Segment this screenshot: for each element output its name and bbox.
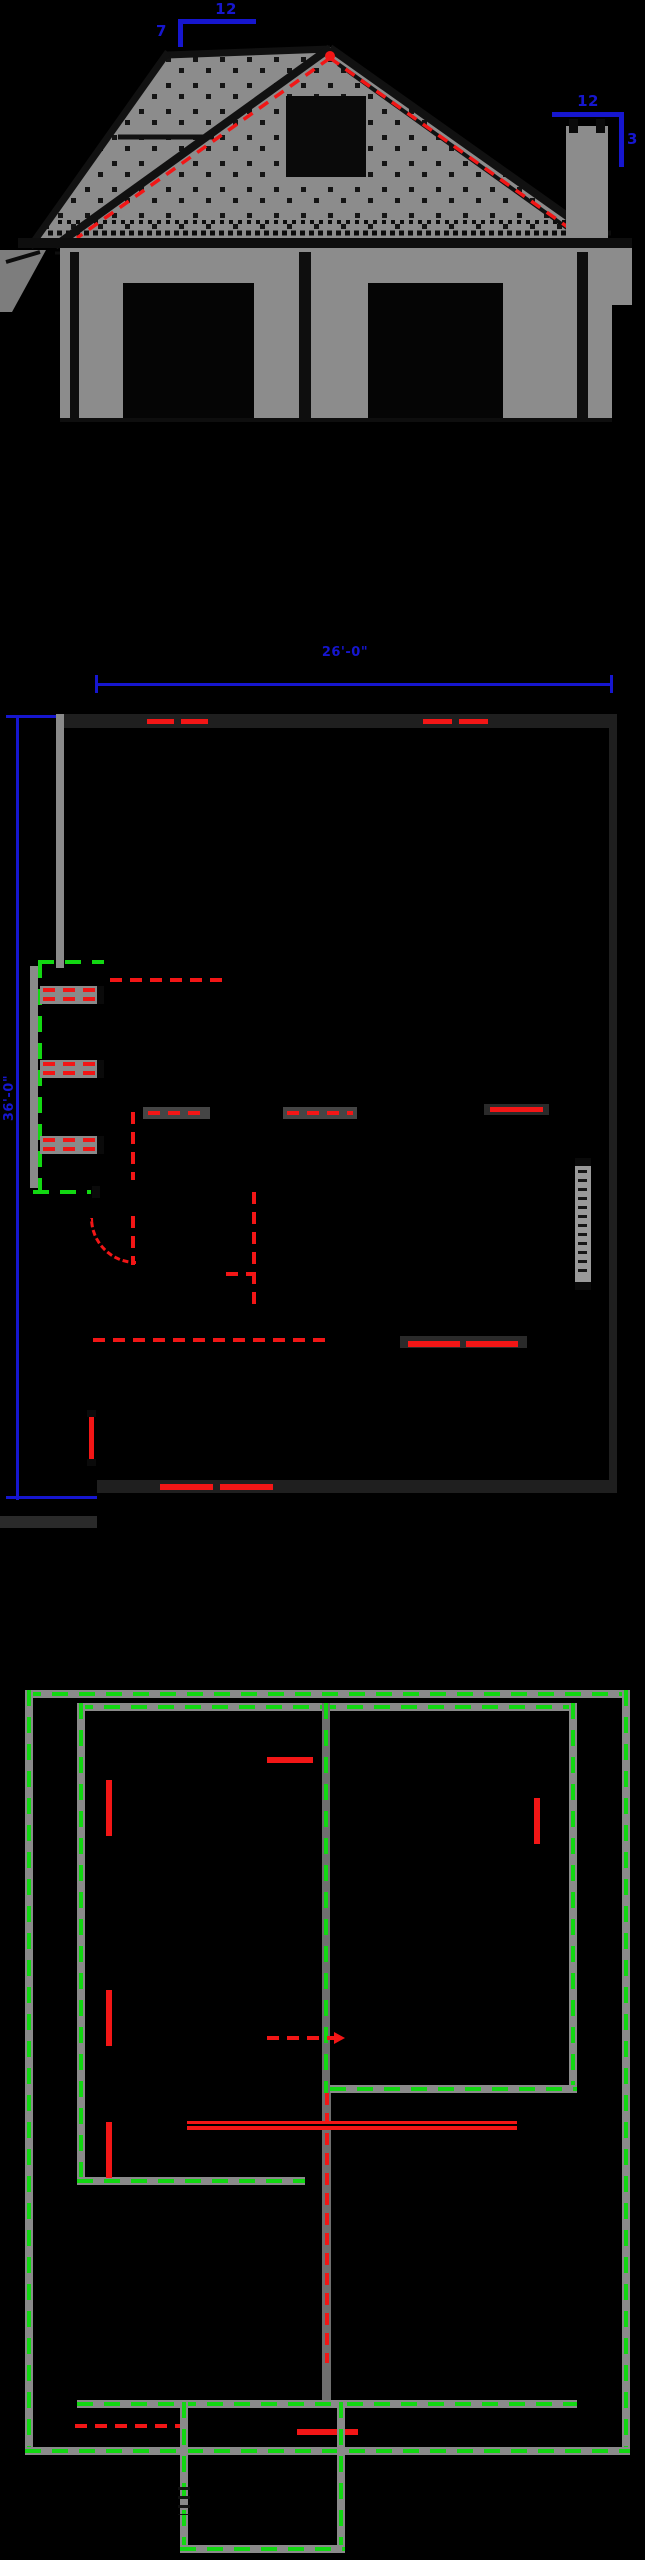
pitch-left-drop [178,19,183,47]
demo-wall [252,1192,256,1312]
new-line [339,2402,343,2553]
beam-marker [267,1757,313,1763]
gutter-downspout [0,250,46,312]
demo-window [423,719,490,724]
post-marker [106,1780,112,1836]
post-marker [534,1798,540,1844]
porch-window-marks [178,2487,190,2515]
wall-north [57,714,612,728]
demo-window [89,1417,94,1459]
bumpout-wall [30,966,38,1188]
post-marker [106,2122,112,2178]
demo-window [43,1138,99,1142]
demo-wall [148,1111,205,1115]
pitch-left-bar [178,19,256,24]
wall-east [609,714,617,1493]
demo-wall [287,1111,353,1115]
pitch-right-bar [552,112,624,117]
window-jamb [575,1282,591,1290]
new-line [79,1703,83,2185]
wall-tick [97,986,104,1004]
demo-door-leaf [131,1216,135,1265]
demo-arrow-head [334,2032,345,2044]
beam-centerline [187,2124,517,2126]
demo-wall [110,978,228,982]
window-left [123,283,254,422]
dim-line-top [97,683,612,686]
pitch-left-rise-label: 7 [156,22,167,40]
new-line [571,1703,575,2093]
new-wall-bumpout-bottom [33,1190,91,1194]
demo-window [43,997,99,1001]
pitch-right-drop [619,112,624,167]
chimney [566,126,608,242]
new-line [77,2179,305,2183]
demo-wall [226,1272,254,1276]
wall-tick [87,1410,96,1417]
pitch-right-run-label: 12 [577,92,599,110]
demo-window [43,988,99,992]
east-window-label-bar [575,1166,591,1282]
dim-tick [6,1496,97,1499]
demo-window [43,1071,99,1075]
new-line [182,2402,186,2553]
window-right [368,283,503,422]
new-line [25,2449,630,2453]
new-line [624,1690,628,2455]
wall-tick [97,1136,104,1154]
new-wall-bumpout-top [38,960,104,964]
wall-tick [87,1459,96,1466]
dim-tick [610,675,613,693]
post-marker [106,1990,112,2046]
front-elevation-drawing [0,0,645,450]
demo-window [408,1341,520,1347]
demo-window [43,1147,99,1151]
wall-west-upper [56,714,64,968]
new-line [180,2547,345,2551]
new-line [180,2402,345,2406]
new-line [27,1690,31,2455]
new-line [330,2087,577,2091]
illegible-label-ticks [578,1170,587,1278]
demo-wall [75,2424,187,2428]
window-jamb [575,1158,591,1166]
wall-tick [97,1060,104,1078]
wall-south-west-stub [0,1516,97,1528]
pitch-left-run-label: 12 [215,0,237,18]
demo-center-line [325,2093,329,2363]
dim-tick [95,675,98,693]
demo-window [43,1062,99,1066]
demo-door-swing [90,1218,136,1264]
demo-window [297,2429,358,2435]
elevation-graphic [0,0,645,450]
new-line [25,1692,630,1696]
new-line [324,1703,328,2093]
gable-window [286,96,366,177]
wall-tick [92,1186,100,1198]
demo-window [147,719,210,724]
demo-wall [131,1112,135,1180]
overall-depth-dimension: 36'-0" [2,1074,17,1122]
demo-arrow-line [267,2036,335,2040]
demo-window [160,1484,275,1490]
demo-window [490,1107,543,1112]
pitch-right-rise-label: 3 [627,130,638,148]
eave-fascia [18,238,632,248]
overall-width-dimension: 26'-0" [321,645,369,660]
demo-wall [93,1338,330,1342]
